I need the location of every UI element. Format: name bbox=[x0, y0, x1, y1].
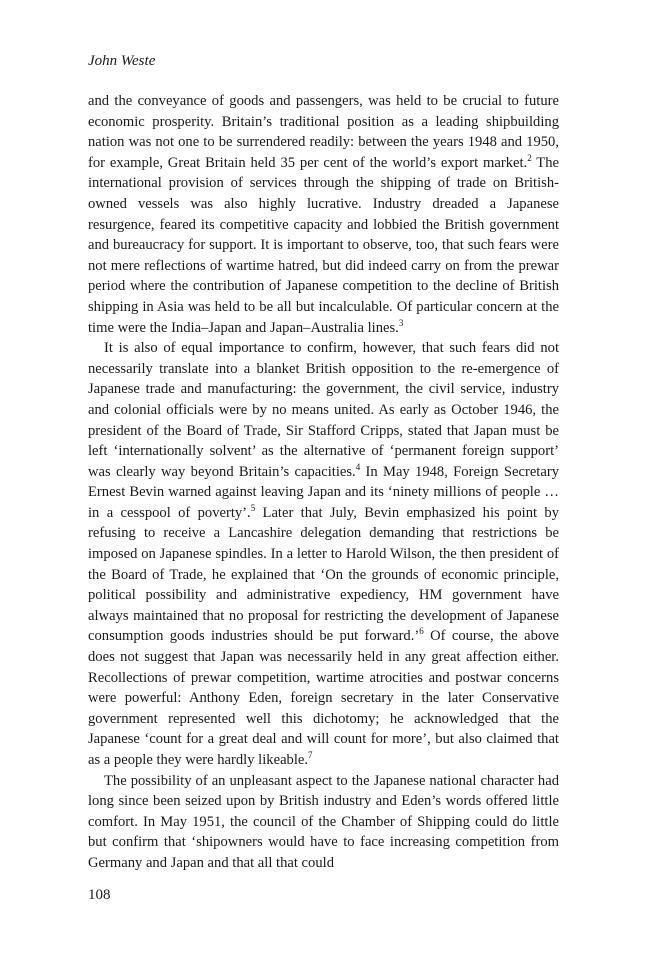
body-text bbox=[88, 91, 559, 874]
text-segment: Of course, the above does not suggest that Japan was necessarily held in any great affection either. Recollections of prewar competition, wartime atrocities and postwar concerns were powerful: Anthony Eden, foreign secretary in the later Conservative government represented well this dichotomy; he acknowledged that the Japanese ‘count for a great deal and will count for more’, but also claimed that as a people they were hardly likeable. bbox=[88, 628, 559, 768]
text-segment: The possibility of an unpleasant aspect to the Japanese national character had long since been seized upon by British industry and Eden’s words offered little comfort. In May 1951, the council of the Chamber of Shipping could do little but confirm that ‘shipowners would have to face increasing competition from Germany and Japan and that all that could bbox=[88, 772, 559, 871]
text-segment: In May 1948, Foreign Secretary Ernest Bevin warned against leaving Japan and its ‘ninety millions of people … in a cesspool of poverty’. bbox=[88, 463, 559, 521]
text-segment: The international provision of services through the shipping of trade on British-owned vessels was also highly lucrative. Industry dreaded a Japanese resurgence, feared its competitive capacity and lobbied the British government and bureaucracy for support. It is important to observe, too, that such fears were not mere reflections of wartime hatred, but did indeed carry on from the prewar period where the contribution of Japanese competition to the decline of British shipping in Asia was held to be all but incalculable. Of particular concern at the time were the India–Japan and Japan–Australia lines. bbox=[88, 154, 559, 336]
paragraph bbox=[88, 91, 559, 338]
footnote-ref: 6 bbox=[419, 626, 424, 637]
page-number: 108 bbox=[88, 887, 111, 903]
footnote-ref: 2 bbox=[527, 152, 532, 163]
footnote-ref: 5 bbox=[250, 503, 256, 514]
paragraph bbox=[88, 771, 559, 874]
paragraph bbox=[88, 338, 559, 770]
footnote-ref: 7 bbox=[308, 750, 313, 761]
footnote-ref: 3 bbox=[398, 317, 404, 328]
running-head: John Weste bbox=[88, 53, 156, 69]
text-segment: Later that July, Bevin emphasized his point by refusing to receive a Lancashire delegation demanding that restrictions be imposed on Japanese spindles. In a letter to Harold Wilson, the then president of the Board of Trade, he explained that ‘On the grounds of economic principle, political possibility and administrative expediency, HM government have always maintained that no proposal for restricting the development of Japanese consumption goods industries should be put forward.’ bbox=[88, 504, 559, 645]
text-segment: It is also of equal importance to confirm, however, that such fears did not necessarily translate into a blanket British opposition to the re-emergence of Japanese trade and manufacturing: the government, the civil service, industry and colonial officials were by no means united. As early as October 1946, the president of the Board of Trade, Sir Stafford Cripps, stated that Japan must be left ‘internationally solvent’ as the alternative of ‘permanent foreign support’ was clearly way beyond Britain’s capacities. bbox=[88, 340, 559, 480]
footnote-ref: 4 bbox=[355, 461, 361, 472]
text-segment: and the conveyance of goods and passengers, was held to be crucial to future economic prosperity. Britain’s traditional position as a leading shipbuilding nation was not one to be surrendered readily: between the years 1948 and 1950, for example, Great Britain held 35 per cent of the world’s export market. bbox=[88, 93, 559, 171]
